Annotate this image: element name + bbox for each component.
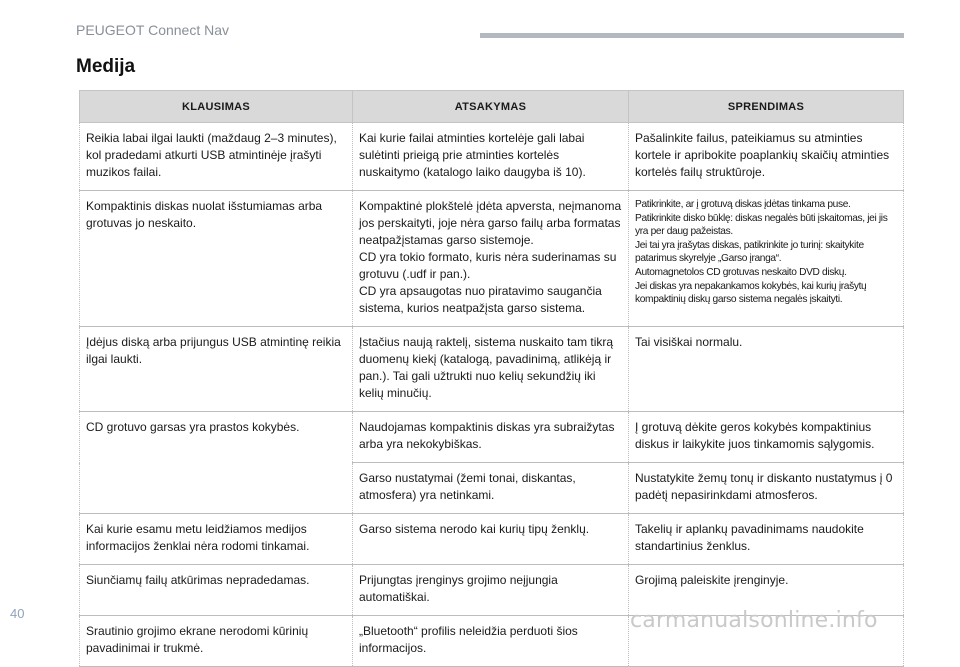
question-cell: Siunčiamų failų atkūrimas nepradedamas. (80, 565, 353, 616)
solution-cell: Į grotuvą dėkite geros kokybės kompaktinius diskus ir laikykite juos tinkamomis sąlygomis. (629, 412, 904, 463)
question-cell: Kai kurie esamu metu leidžiamos medijos informacijos ženklai nėra rodomi tinkamai. (80, 514, 353, 565)
header-divider-bar (480, 33, 904, 38)
answer-cell: Prijungtas įrenginys grojimo neįjungia automatiškai. (353, 565, 629, 616)
column-header-answer: ATSAKYMAS (353, 91, 629, 123)
answer-cell: Garso sistema nerodo kai kurių tipų ženklų. (353, 514, 629, 565)
solution-cell: Pašalinkite failus, pateikiamus su atminties kortele ir apribokite poaplankių skaičių atminties kortelės failų struktūroje. (629, 123, 904, 191)
column-header-solution: SPRENDIMAS (629, 91, 904, 123)
answer-cell: Kai kurie failai atminties kortelėje gali labai sulėtinti prieigą prie atminties kortelės nuskaitymo (katalogo laiko daugyba iš 10). (353, 123, 629, 191)
watermark-text: carmanualsonline.info (630, 608, 878, 633)
table-row (80, 191, 904, 327)
answer-cell: Kompaktinė plokštelė įdėta apversta, neįmanoma jos perskaityti, joje nėra garso failų arba formatas neatpažįstamas garso sistemoje. CD yra tokio formato, kuris nėra suderinamas su grotuvu (.udf ir pan.). CD yra apsaugotas nuo piratavimo saugančia sistema, kurios neatpažįsta garso sistema. (353, 191, 629, 327)
table-row (80, 327, 904, 412)
answer-cell: Įstačius naują raktelį, sistema nuskaito tam tikrą duomenų kiekį (katalogą, pavadinimą, atlikėją ir pan.). Tai gali užtrukti nuo kelių sekundžių iki kelių minučių. (353, 327, 629, 412)
answer-cell: Naudojamas kompaktinis diskas yra subraižytas arba yra nekokybiškas. (353, 412, 629, 463)
page-number: 40 (10, 606, 25, 621)
question-cell: CD grotuvo garsas yra prastos kokybės. (80, 412, 353, 514)
faq-table (79, 90, 904, 667)
page-title: Medija (76, 56, 136, 77)
answer-cell: Garso nustatymai (žemi tonai, diskantas, atmosfera) yra netinkami. (353, 463, 629, 514)
question-cell: Reikia labai ilgai laukti (maždaug 2–3 minutes), kol pradedami atkurti USB atmintinėje įrašyti muzikos failai. (80, 123, 353, 191)
solution-cell: Patikrinkite, ar į grotuvą diskas įdėtas tinkama puse. Patikrinkite disko būklę: diskas negalės būti įskaitomas, jei jis yra per daug pažeistas. Jei tai yra įrašytas diskas, patikrinkite jo turinį: skaitykite patarimus skyrelyje „Garso įranga“. Automagnetolos CD grotuvas neskaito DVD diskų. Jei diskas yra nepakankamos kokybės, kai kurių įrašytų kompaktinių diskų garso sistema negalės įskaityti. (629, 191, 904, 327)
solution-cell: Takelių ir aplankų pavadinimams naudokite standartinius ženklus. (629, 514, 904, 565)
solution-cell: Nustatykite žemų tonų ir diskanto nustatymus į 0 padėtį nepasirinkdami atmosferos. (629, 463, 904, 514)
answer-cell: „Bluetooth“ profilis neleidžia perduoti šios informacijos. (353, 616, 629, 667)
solution-cell: Tai visiškai normalu. (629, 327, 904, 412)
question-cell: Srautinio grojimo ekrane nerodomi kūrinių pavadinimai ir trukmė. (80, 616, 353, 667)
question-cell: Kompaktinis diskas nuolat išstumiamas arba grotuvas jo neskaito. (80, 191, 353, 327)
document-header-title: PEUGEOT Connect Nav (76, 22, 230, 38)
question-cell: Įdėjus diską arba prijungus USB atmintinę reikia ilgai laukti. (80, 327, 353, 412)
table-row (80, 123, 904, 191)
table-row (80, 514, 904, 565)
solution-cell: Grojimą paleiskite įrenginyje. (629, 565, 904, 616)
column-header-question: KLAUSIMAS (80, 91, 353, 123)
table-header-row (80, 91, 904, 123)
table-row (80, 412, 904, 463)
